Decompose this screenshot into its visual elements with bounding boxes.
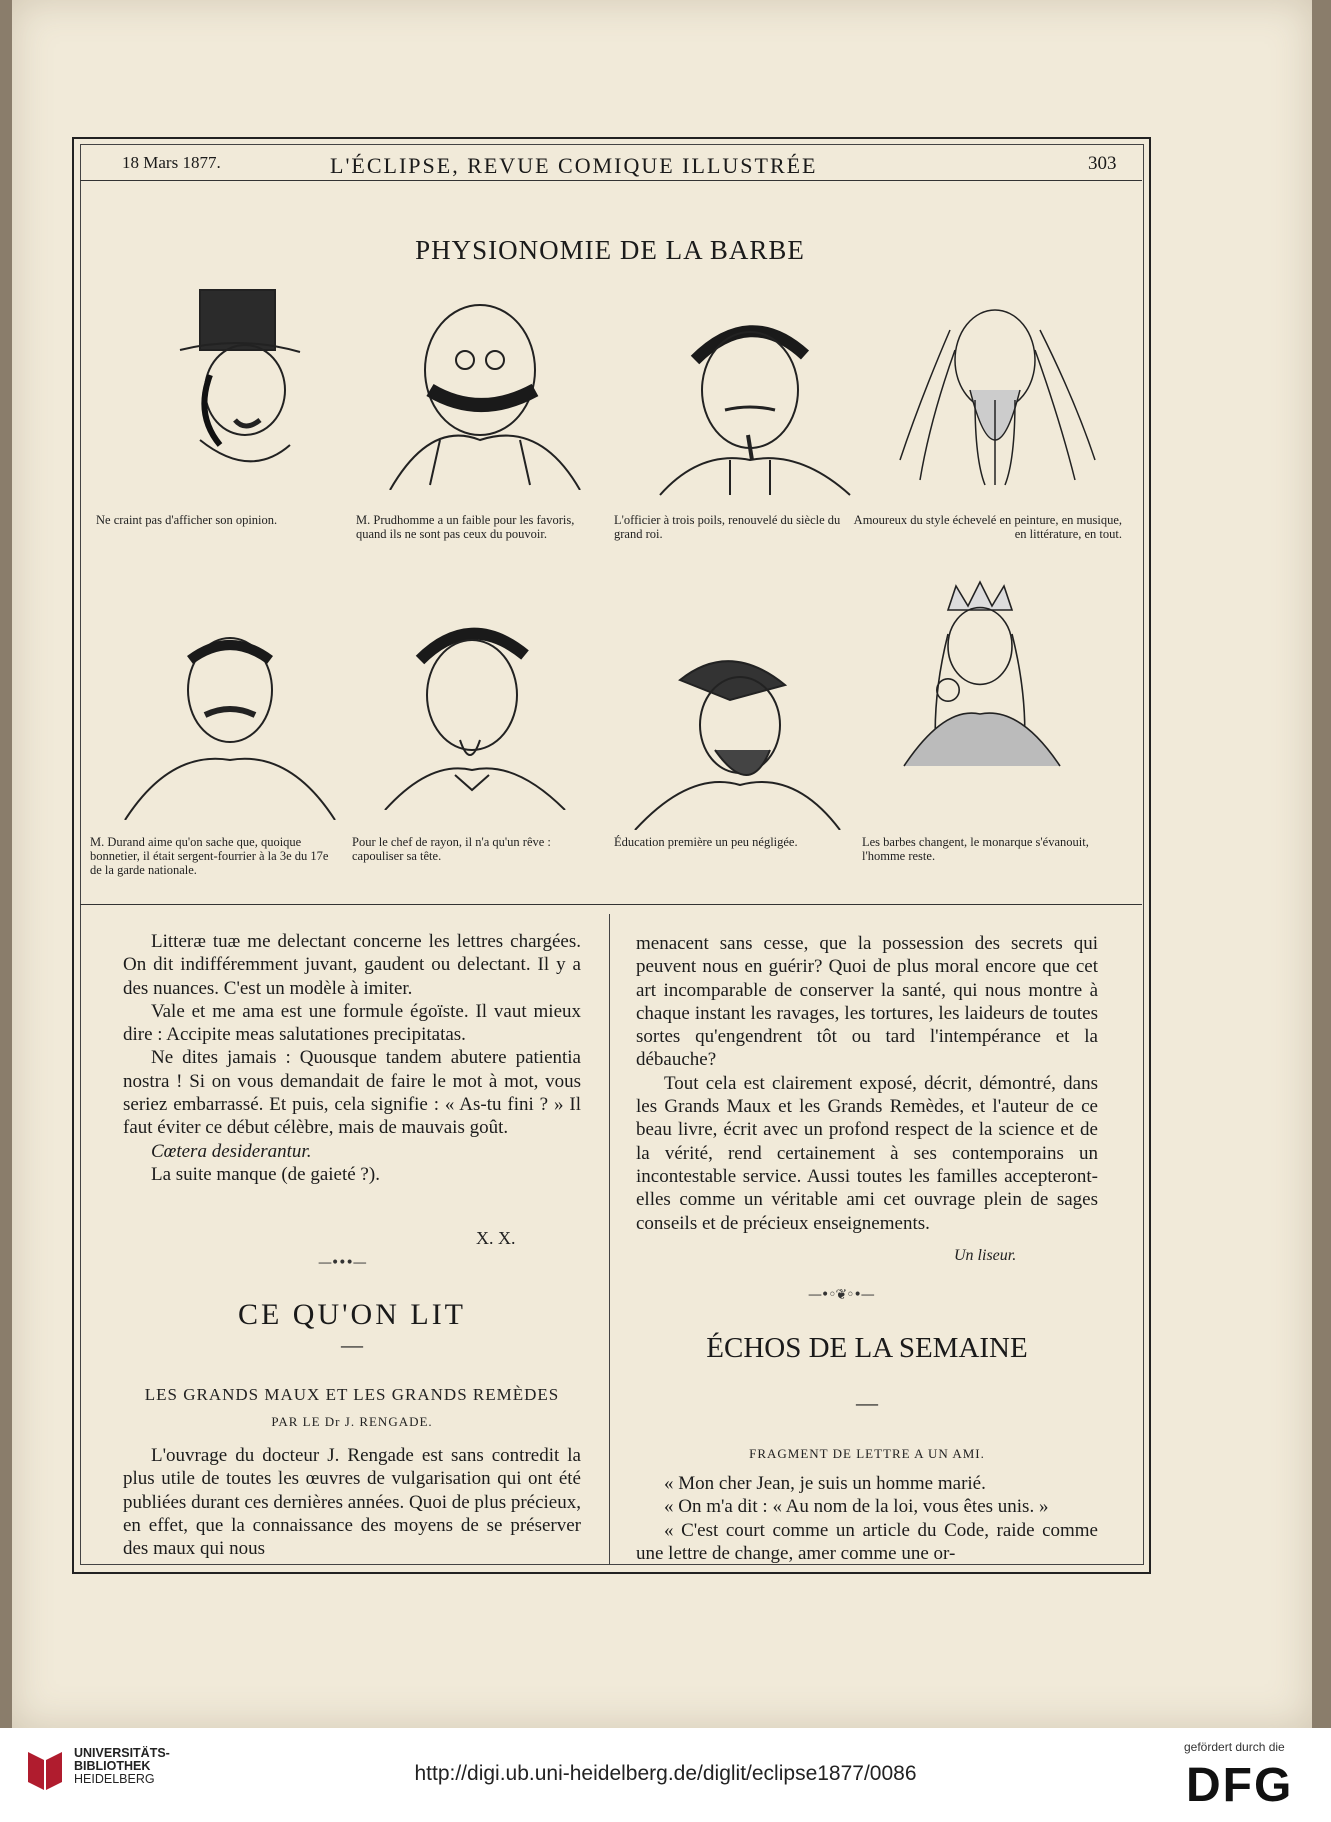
subheading-fragment: FRAGMENT DE LETTRE A UN AMI. (749, 1446, 985, 1461)
left-signature: X. X. (476, 1228, 516, 1248)
prudhomme-illustration (370, 290, 600, 490)
caption-5: M. Durand aime qu'on sache que, quoique bonnetier, il était sergent-fourrier à la 3e du 17e de la garde nationale. (90, 835, 329, 877)
header-title: L'ÉCLIPSE, REVUE COMIQUE ILLUSTRÉE (330, 153, 818, 178)
portrait-top-hat-man (140, 280, 370, 480)
header-page-number: 303 (1088, 153, 1117, 174)
dfg-logo: DFG (1186, 1759, 1294, 1812)
caption-3: L'officier à trois poils, renouvelé du siècle du grand roi. (614, 513, 841, 541)
left-paragraph-4: Cœtera desiderantur. (151, 1140, 312, 1162)
caption-2: M. Prudhomme a un faible pour les favoris, quand ils ne sont pas ceux du pouvoir. (356, 513, 575, 541)
right-column-text (636, 932, 1098, 1235)
portrait-long-haired-bearded (880, 290, 1110, 490)
monarch-illustration (865, 570, 1095, 770)
section-title: PHYSIONOMIE DE LA BARBE (415, 235, 805, 265)
portrait-prudhomme (370, 290, 600, 490)
officer-illustration (640, 300, 870, 500)
heading-ce-quon-lit: CE QU'ON LIT (237, 1298, 467, 1331)
portrait-officer (640, 300, 870, 500)
left-column-text (123, 930, 581, 1186)
caption-4: Amoureux du style échevelé en peinture, en musique, en littérature, en tout. (853, 513, 1122, 541)
left-dash: — (341, 1332, 363, 1357)
letter-line-3: « C'est court comme un article du Code, raide comme une lettre de change, amer comme une or- (636, 1519, 1098, 1564)
letter-line-1: « Mon cher Jean, je suis un homme marié. (664, 1473, 986, 1494)
left-paragraph-3: Ne dites jamais : Quousque tandem abutere patientia nostra ! Si on vous demandait de faire le mot à mot, vous seriez embarrassé. Et puis, cela signifie : « As-tu fini ? » Il faut éviter ce début célèbre, mais de mauvais goût. (123, 1047, 581, 1139)
left-ornament: —•••— (318, 1255, 366, 1271)
capped-man-illustration (620, 630, 850, 830)
right-ornament: —•◦❦◦•— (808, 1287, 874, 1303)
header-date: 18 Mars 1877. (122, 153, 221, 172)
right-paragraph-2: Tout cela est clairement exposé, décrit, démontré, dans les Grands Maux et les Grands Remèdes, et l'auteur de ce beau livre, écrit avec un profond respect de la science et de la vérité, rend certainement à ses contemporains un incontestable service. Aussi toutes les familles accepteront-elles comme un véritable ami cet ouvrage plein de sages conseils et de précieux enseignements. (636, 1072, 1098, 1234)
portrait-capped-man (620, 630, 850, 830)
subheading-grands-maux: LES GRANDS MAUX ET LES GRANDS REMÈDES (144, 1385, 560, 1404)
illustration-rule (80, 904, 1142, 905)
top-hat-man-illustration (140, 280, 370, 480)
heading-echos-de-la-semaine: ÉCHOS DE LA SEMAINE (706, 1332, 1028, 1364)
long-haired-bearded-illustration (880, 290, 1110, 490)
byline-rengade: PAR LE Dr J. RENGADE. (271, 1414, 433, 1429)
caption-8: Les barbes changent, le monarque s'évanouit, l'homme reste. (862, 835, 1089, 863)
left-article (123, 1444, 581, 1560)
portrait-durand (110, 620, 340, 820)
caption-7: Éducation première un peu négligée. (614, 835, 798, 849)
right-signature: Un liseur. (954, 1247, 1017, 1264)
right-dash: — (856, 1390, 878, 1415)
portrait-chef-de-rayon (360, 610, 590, 810)
funding-label: gefördert durch die (1184, 1740, 1285, 1754)
left-paragraph-1: Litteræ tuæ me delectant concerne les lettres chargées. On dit indifféremment juvant, gaudent ou delectant. Il y a des nuances. C'est un modèle à imiter. (123, 931, 581, 999)
right-letter (636, 1472, 1098, 1565)
university-library-name: UNIVERSITÄTS- BIBLIOTHEK HEIDELBERG (74, 1746, 170, 1786)
left-paragraph-2: Vale et me ama est une formule égoïste. Il vaut mieux dire : Accipite meas salutationes precipitatas. (123, 1000, 581, 1046)
portrait-monarch (865, 570, 1095, 770)
caption-6: Pour le chef de rayon, il n'a qu'un rêve : capouliser sa tête. (352, 835, 551, 863)
column-divider (609, 914, 610, 1564)
header-rule (80, 180, 1142, 181)
right-paragraph-1: menacent sans cesse, que la possession des secrets qui peuvent nous en guérir? Quoi de plus moral encore que cet art incomparable de conserver la santé, qui nous montre à chaque instant les ravages, les tortures, les laideurs de toutes sortes qu'engendrent tôt ou tard l'intempérance et la débauche? (636, 933, 1098, 1071)
left-article-paragraph: L'ouvrage du docteur J. Rengade est sans contredit la plus utile de toutes les œuvres de vulgarisation qui ont été publiées durant ces dernières années. Quoi de plus précieux, en effet, que la connaissance des moyens de se préserver des maux qui nous (123, 1445, 581, 1560)
letter-line-2: « On m'a dit : « Au nom de la loi, vous êtes unis. » (664, 1496, 1049, 1518)
left-paragraph-5: La suite manque (de gaieté ?). (151, 1163, 380, 1185)
chef-de-rayon-illustration (360, 610, 590, 810)
caption-1: Ne craint pas d'afficher son opinion. (96, 513, 278, 527)
durand-illustration (110, 620, 340, 820)
permalink-url[interactable]: http://digi.ub.uni-heidelberg.de/diglit/eclipse1877/0086 (414, 1762, 917, 1785)
